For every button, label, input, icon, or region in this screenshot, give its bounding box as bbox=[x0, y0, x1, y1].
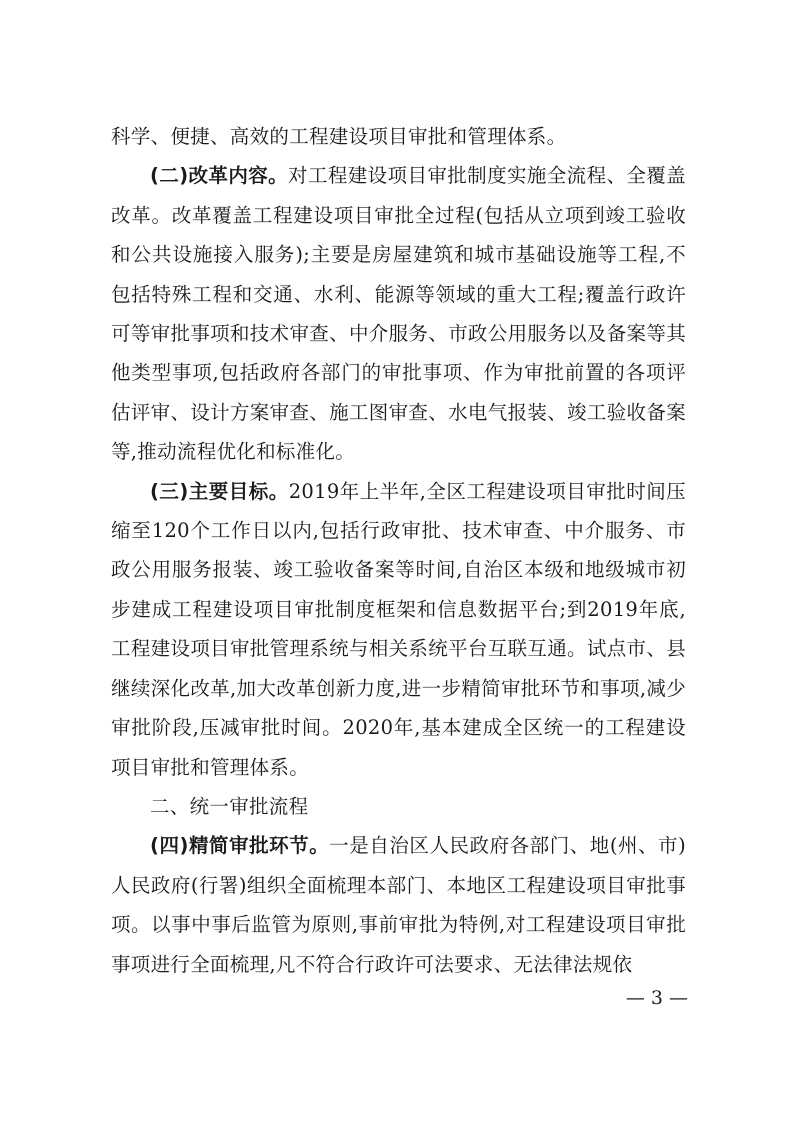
paragraph-reform-content bbox=[111, 156, 686, 471]
paragraph-heading: (四)精简审批环节。 bbox=[150, 834, 330, 858]
paragraph-text: 对工程建设项目审批制度实施全流程、全覆盖改革。改革覆盖工程建设项目审批全过程(包括从立项到竣工验收和公共设施接入服务);主要是房屋建筑和城市基础设施等工程,不包括特殊工程和交通、水利、能源等领域的重大工程;覆盖行政许可等审批事项和技术审查、中介服务、市政公用服务以及备案等其他类型事项,包括政府各部门的审批事项、作为审批前置的各项评估评审、设计方案审查、施工图审查、水电气报装、竣工验收备案等,推动流程优化和标准化。 bbox=[111, 164, 686, 464]
paragraph-simplify-approval bbox=[111, 826, 686, 984]
paragraph-continuation bbox=[111, 117, 686, 156]
paragraph-main-goals bbox=[111, 472, 686, 787]
page-number: — 3 — bbox=[625, 987, 688, 1009]
body-text bbox=[111, 117, 686, 984]
paragraph-text: 科学、便捷、高效的工程建设项目审批和管理体系。 bbox=[111, 125, 567, 148]
paragraph-text: 一是自治区人民政府各部门、地(州、市)人民政府(行署)组织全面梳理本部门、本地区工程建设项目审批事项。以事中事后监管为原则,事前审批为特例,对工程建设项目审批事项进行全面梳理,凡不符合行政许可法要求、无法律法规依 bbox=[111, 834, 687, 976]
section-heading-text: 二、统一审批流程 bbox=[150, 794, 309, 818]
paragraph-text: 2019年上半年,全区工程建设项目审批时间压缩至120个工作日以内,包括行政审批、技术审查、中介服务、市政公用服务报装、竣工验收备案等时间,自治区本级和地级城市初步建成工程建设项目审批制度框架和信息数据平台;到2019年底,工程建设项目审批管理系统与相关系统平台互联互通。试点市、县继续深化改革,加大改革创新力度,进一步精简审批环节和事项,减少审批阶段,压减审批时间。2020年,基本建成全区统一的工程建设项目审批和管理体系。 bbox=[111, 479, 686, 779]
paragraph-heading: (二)改革内容。 bbox=[150, 164, 289, 188]
paragraph-heading: (三)主要目标。 bbox=[150, 479, 289, 503]
section-heading bbox=[111, 787, 686, 826]
